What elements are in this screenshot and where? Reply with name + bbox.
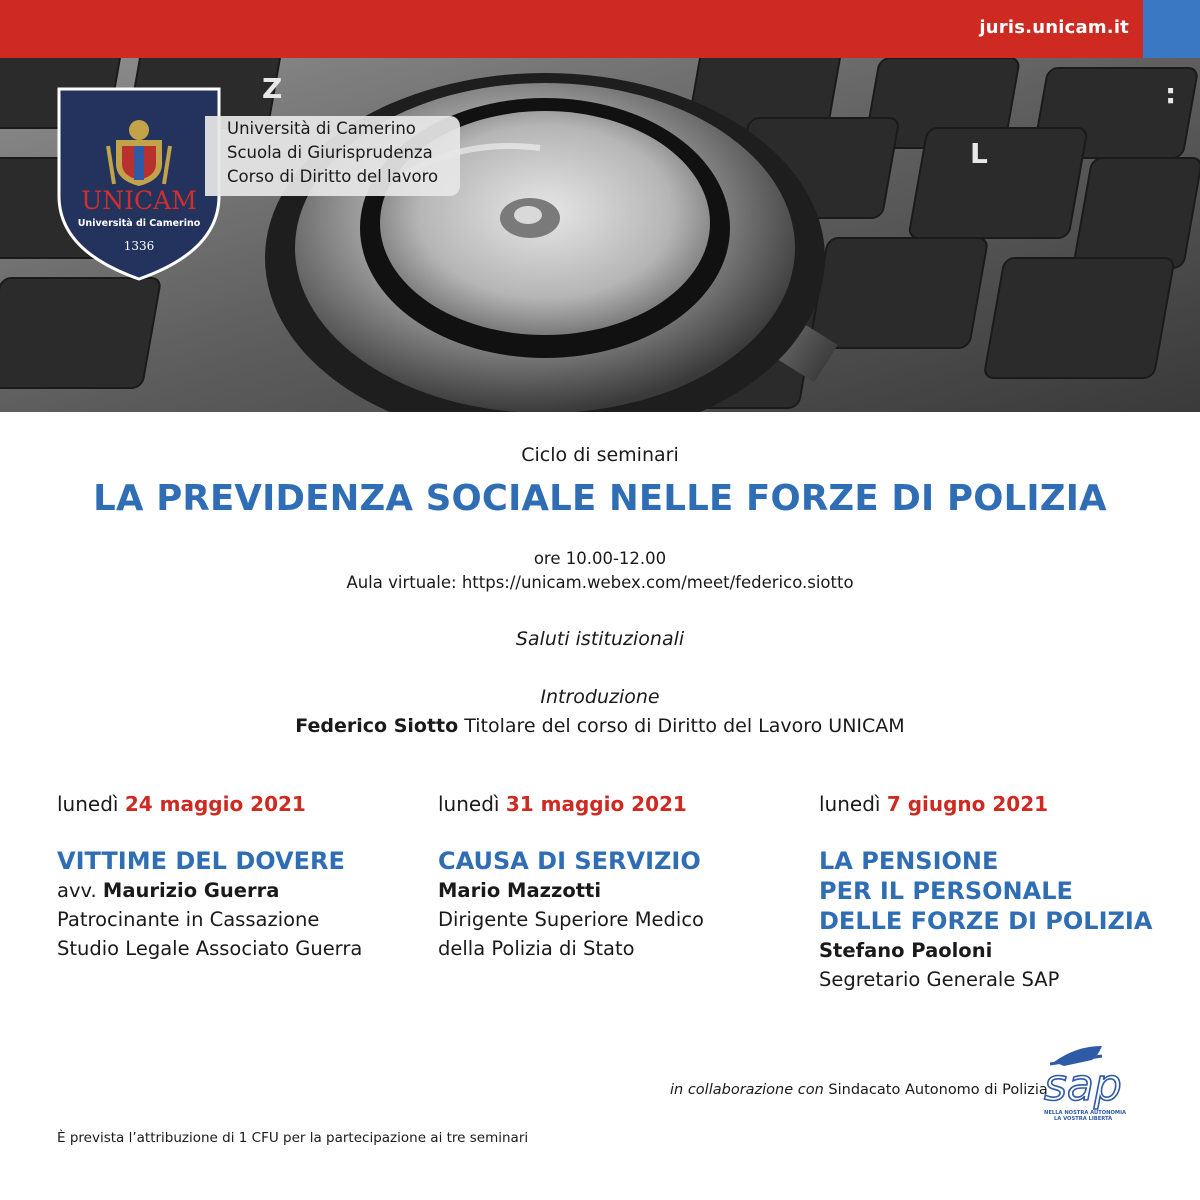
session-topic: CAUSA DI SERVIZIO (438, 847, 701, 875)
session-weekday: lunedì (57, 792, 125, 816)
speaker-role: della Polizia di Stato (438, 937, 635, 960)
institution-university: Università di Camerino (227, 119, 416, 138)
session-date-value: 7 giugno 2021 (886, 792, 1049, 816)
institution-label (205, 116, 460, 196)
intro-speaker (0, 715, 1200, 737)
event-title: LA PREVIDENZA SOCIALE NELLE FORZE DI POLIZIA (93, 478, 1107, 519)
speaker-name: Maurizio Guerra (102, 879, 280, 902)
session-date (57, 792, 417, 816)
institution-course: Corso di Diritto del lavoro (227, 167, 439, 186)
series-label: Ciclo di seminari (521, 444, 679, 466)
event-hours: ore 10.00-12.00 (533, 549, 667, 568)
session-date-value: 31 maggio 2021 (505, 792, 687, 816)
speaker-role: Segretario Generale SAP (819, 968, 1060, 991)
greetings: Saluti istituzionali (515, 628, 685, 650)
sap-logo (1036, 1042, 1142, 1122)
session-topic: DELLE FORZE DI POLIZIA (819, 907, 1153, 935)
header-bar (0, 0, 1143, 58)
header-blue-corner (1143, 0, 1200, 58)
sap-motto-1: NELLA NOSTRA AUTONOMIA (1044, 1110, 1127, 1116)
sap-letters: sap (1044, 1060, 1122, 1111)
logo-year: 1336 (123, 239, 155, 253)
session-weekday: lunedì (819, 792, 887, 816)
intro-speaker-name: Federico Siotto (295, 715, 459, 737)
collaboration-partner: Sindacato Autonomo di Polizia (823, 1082, 1048, 1098)
logo-subtitle: Università di Camerino (77, 218, 201, 229)
collaboration-note (670, 1082, 1048, 1098)
session-speaker (57, 876, 417, 905)
svg-text::: : (1165, 77, 1177, 110)
speaker-name: Mario Mazzotti (438, 879, 602, 902)
institution-school: Scuola di Giurisprudenza (227, 143, 433, 162)
logo-name: UNICAM (81, 186, 197, 215)
website-url[interactable]: juris.unicam.it (979, 17, 1129, 38)
speaker-role: Patrocinante in Cassazione (57, 908, 320, 931)
unicam-logo (56, 86, 222, 282)
session-topic: VITTIME DEL DOVERE (57, 847, 345, 875)
session-topic: PER IL PERSONALE (819, 877, 1073, 905)
sap-motto-2: LA VOSTRA LIBERTÀ (1054, 1116, 1113, 1122)
virtual-room-link[interactable]: Aula virtuale: https://unicam.webex.com/meet/federico.siotto (346, 573, 854, 592)
intro-speaker-role: Titolare del corso di Diritto del Lavoro UNICAM (458, 715, 905, 737)
session-1 (57, 792, 417, 963)
session-speaker (438, 876, 798, 905)
collaboration-prefix: in collaborazione con (670, 1082, 824, 1098)
speaker-prefix: avv. (57, 879, 103, 902)
session-weekday: lunedì (438, 792, 506, 816)
svg-text:Z: Z (262, 72, 283, 105)
session-2 (438, 792, 798, 963)
intro-label: Introduzione (540, 686, 660, 708)
session-date (819, 792, 1179, 816)
cfu-note: È prevista l’attribuzione di 1 CFU per la partecipazione ai tre seminari (57, 1130, 529, 1146)
session-speaker (819, 936, 1179, 965)
speaker-role: Studio Legale Associato Guerra (57, 937, 363, 960)
session-date (438, 792, 798, 816)
session-3 (819, 792, 1179, 994)
speaker-name: Stefano Paoloni (819, 939, 993, 962)
svg-text:L: L (970, 137, 988, 170)
session-topic: LA PENSIONE (819, 847, 999, 875)
speaker-role: Dirigente Superiore Medico (438, 908, 704, 931)
session-date-value: 24 maggio 2021 (124, 792, 306, 816)
